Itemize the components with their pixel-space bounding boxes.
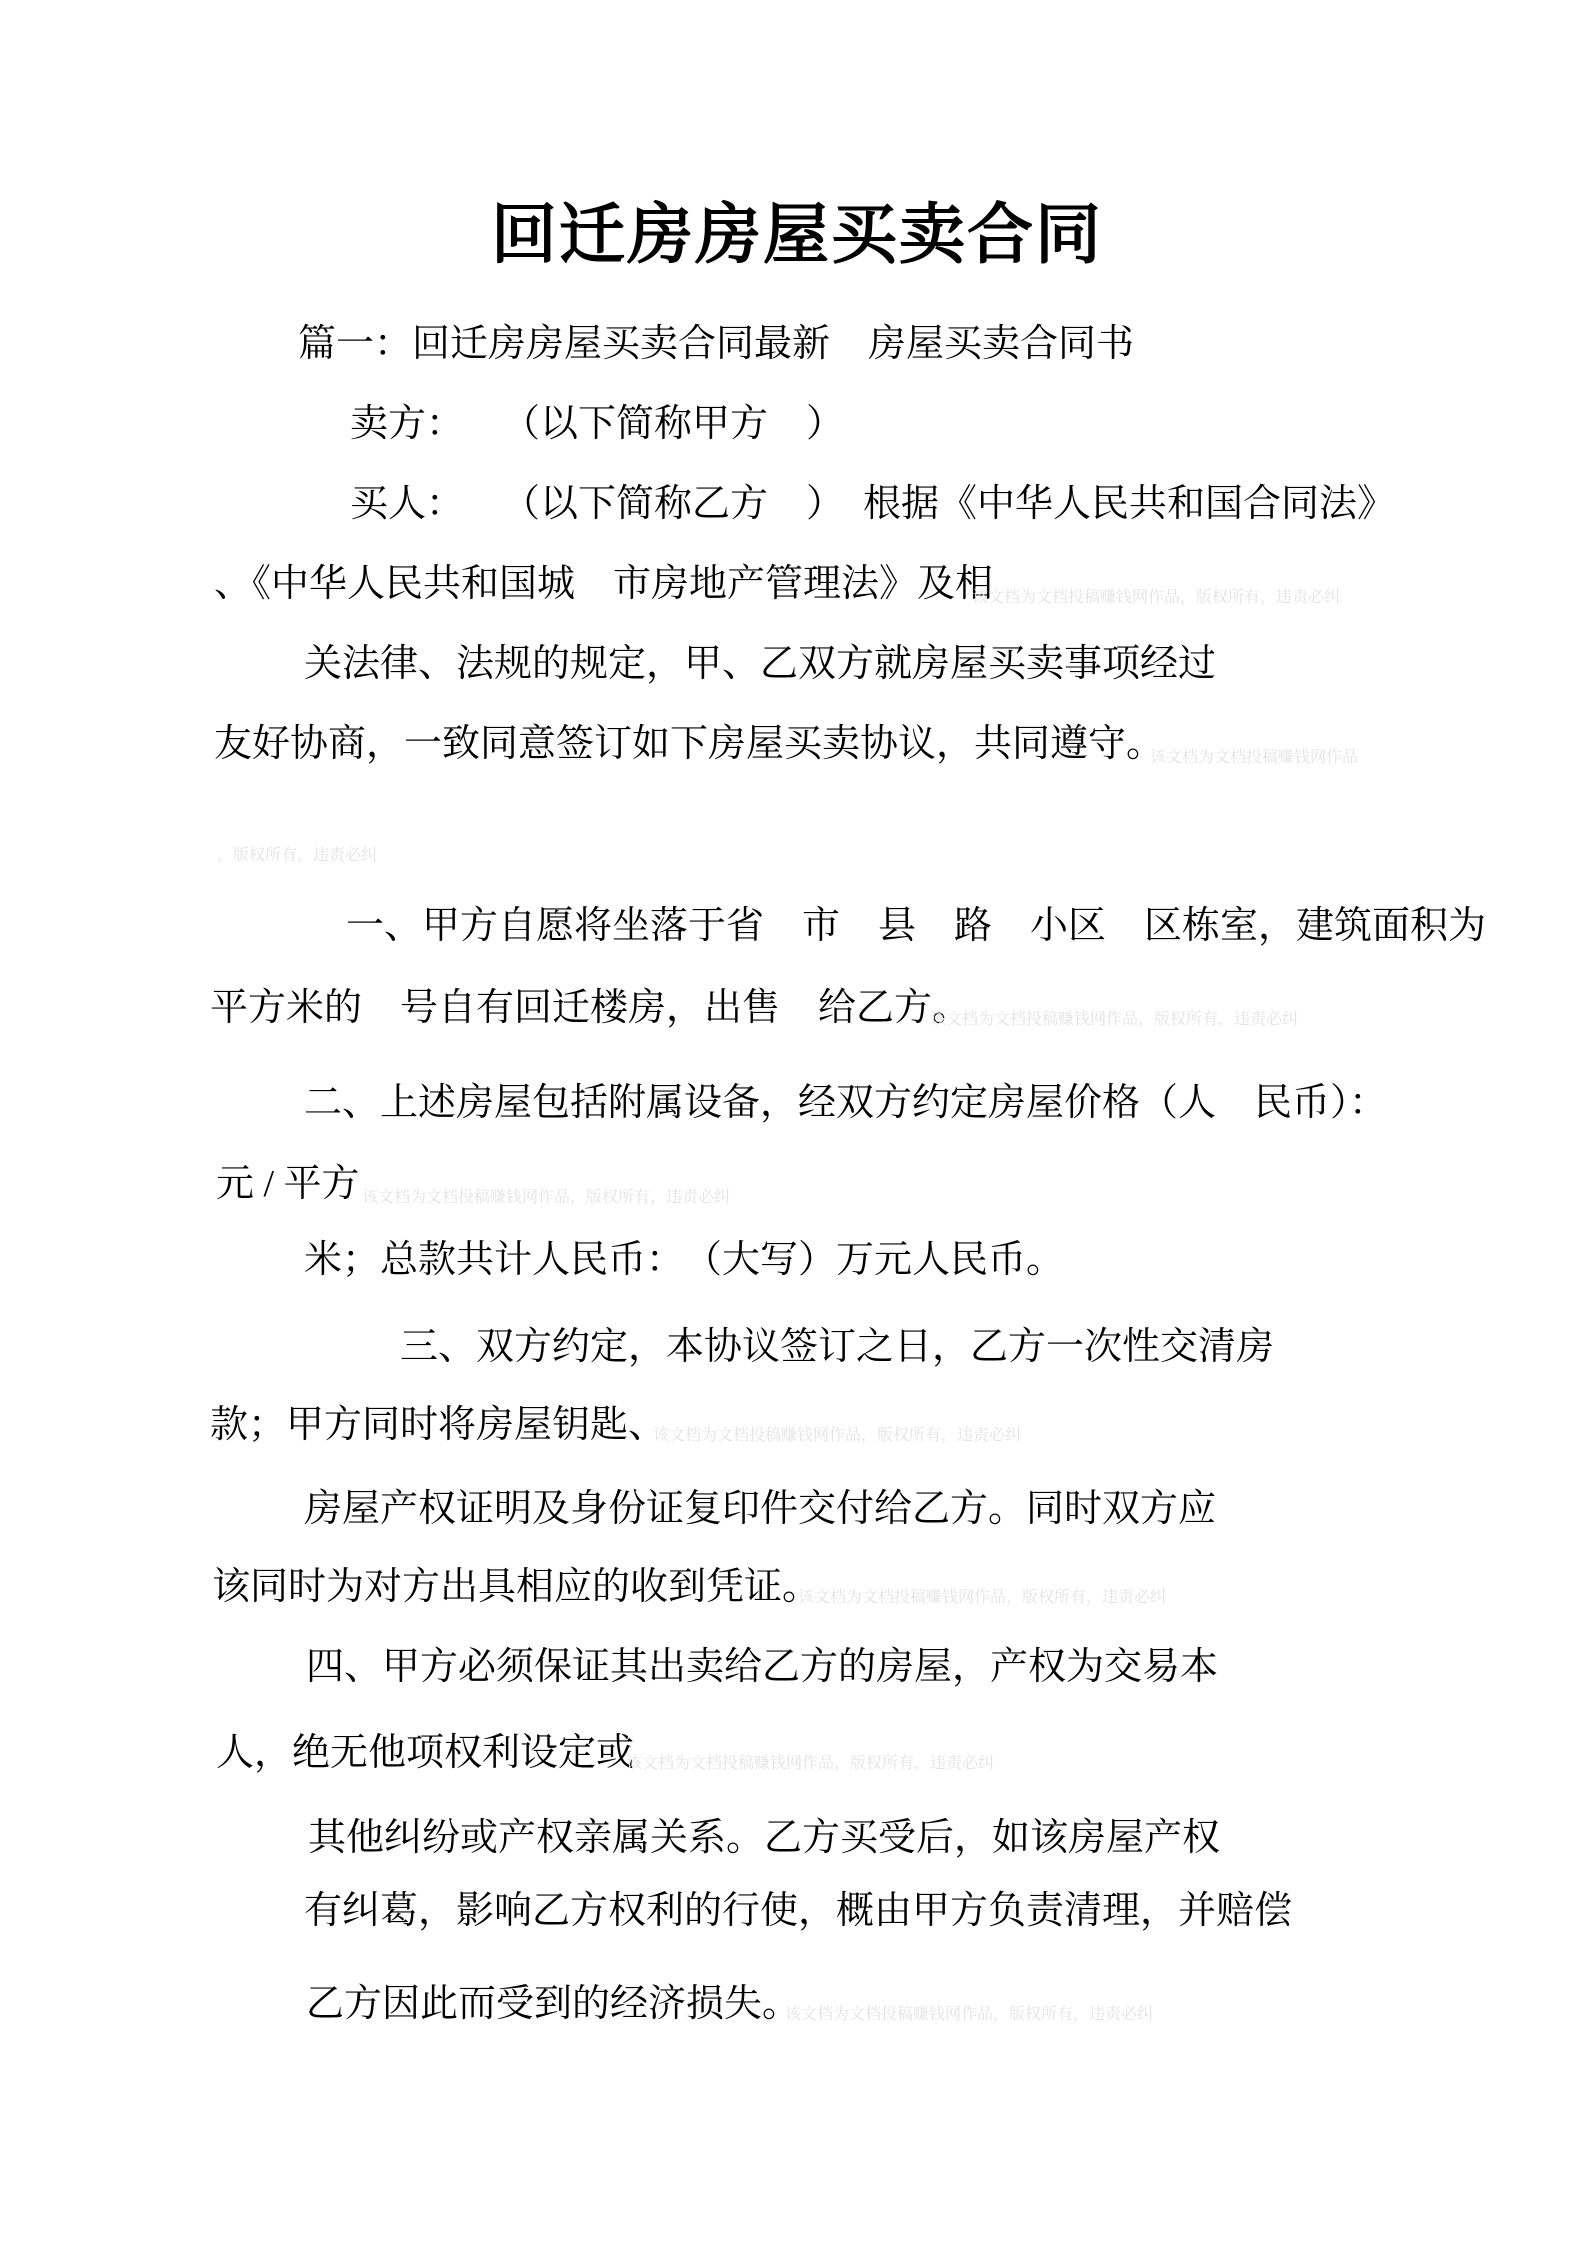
clause-3-line-4: 该同时为对方出具相应的收到凭证。 — [212, 1566, 821, 1608]
watermark-text-4: 该文档为文档投稿赚钱网作品，版权所有，违责必纠 — [930, 1011, 1299, 1028]
clause-2-line-1: 二、上述房屋包括附属设备，经双方约定房屋价格（人 民币）： — [304, 1082, 1388, 1124]
clause-3-line-1: 三、双方约定，本协议签订之日，乙方一次性交清房 — [400, 1326, 1275, 1368]
heading-part-one: 篇一：回迁房房屋买卖合同最新 房屋买卖合同书 — [298, 323, 1135, 365]
watermark-text-8: 该文档为文档投稿赚钱网作品，版权所有，违责必纠 — [626, 1755, 995, 1772]
clause-3-line-2: 款；甲方同时将房屋钥匙、 — [210, 1404, 667, 1446]
clause-1-line-2: 平方米的 号自有回迁楼房，出售 给乙方。 — [210, 987, 971, 1029]
agreement-intro-line: 友好协商，一致同意签订如下房屋买卖协议，共同遵守。 — [214, 723, 1165, 765]
clause-4-line-4: 有纠葛，影响乙方权利的行使，概由甲方负责清理，并赔偿 — [304, 1890, 1293, 1932]
watermark-text-7: 该文档为文档投稿赚钱网作品，版权所有，违责必纠 — [798, 1589, 1167, 1606]
watermark-text-5: 该文档为文档投稿赚钱网作品，版权所有，违责必纠 — [362, 1189, 731, 1206]
clause-1-line-1: 一、甲方自愿将坐落于省 市 县 路 小区 区栋室，建筑面积为 — [346, 905, 1487, 947]
buyer-line: 买人： （以下简称乙方 ） 根据《中华人民共和国合同法》 — [350, 483, 1396, 525]
document-title: 回迁房房屋买卖合同 — [491, 197, 1103, 271]
clause-3-line-3: 房屋产权证明及身份证复印件交付给乙方。同时双方应 — [304, 1488, 1217, 1530]
regulations-line: 关法律、法规的规定，甲、乙双方就房屋买卖事项经过 — [304, 643, 1217, 685]
clause-4-line-5: 乙方因此而受到的经济损失。 — [306, 1983, 801, 2025]
watermark-text-1: 该文档为文档投稿赚钱网作品，版权所有，违责必纠 — [972, 589, 1341, 606]
law-reference-line: 、《中华人民共和国城 市房地产管理法》及相 — [214, 563, 994, 605]
watermark-text-9: 该文档为文档投稿赚钱网作品，版权所有，违责必纠 — [785, 2006, 1154, 2023]
clause-2-line-2: 元 / 平方 — [216, 1163, 360, 1205]
seller-line: 卖方： （以下简称甲方 ） — [350, 403, 845, 445]
clause-4-line-2: 人，绝无他项权利设定或 — [216, 1732, 635, 1774]
watermark-text-3: ，版权所有，违责必纠 — [217, 847, 378, 864]
clause-2-line-3: 米；总款共计人民币： （大写）万元人民币。 — [304, 1239, 1065, 1281]
clause-4-line-1: 四、甲方必须保证其出卖给乙方的房屋，产权为交易本 — [306, 1646, 1219, 1688]
clause-4-line-3: 其他纠纷或产权亲属关系。乙方买受后，如该房屋产权 — [308, 1817, 1221, 1859]
watermark-text-2: 该文档为文档投稿赚钱网作品 — [1150, 749, 1359, 766]
watermark-text-6: 该文档为文档投稿赚钱网作品，版权所有，违责必纠 — [653, 1427, 1022, 1444]
